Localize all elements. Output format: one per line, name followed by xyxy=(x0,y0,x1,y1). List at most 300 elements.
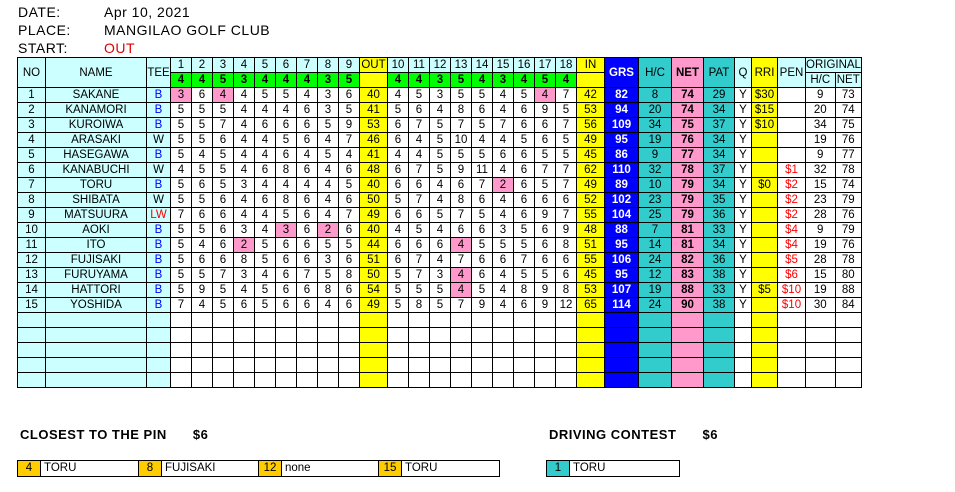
empty-cell xyxy=(752,313,778,328)
table-row xyxy=(18,253,862,268)
qualified-flag: Y xyxy=(735,178,752,193)
in-total: 55 xyxy=(577,208,605,223)
hole-score: 2 xyxy=(493,178,514,193)
hole-score: 4 xyxy=(451,238,472,253)
qualified-flag: Y xyxy=(735,223,752,238)
col-header-q: Q xyxy=(735,58,752,88)
hole-score: 9 xyxy=(535,103,556,118)
table-row xyxy=(18,298,862,313)
empty-cell xyxy=(535,313,556,328)
hole-score: 3 xyxy=(318,253,339,268)
table-row xyxy=(18,118,862,133)
empty-cell xyxy=(535,328,556,343)
empty-cell xyxy=(472,373,493,388)
col-header-orig-hc: H/C xyxy=(806,73,836,88)
hole-score: 8 xyxy=(556,238,577,253)
original-net: 88 xyxy=(835,283,861,298)
col-header-no: NO xyxy=(18,58,46,88)
empty-row xyxy=(18,313,862,328)
hole-score: 4 xyxy=(297,178,318,193)
hole-score: 6 xyxy=(297,118,318,133)
closest-winner: none xyxy=(285,462,311,474)
original-net: 73 xyxy=(835,88,861,103)
hole-score: 6 xyxy=(339,193,360,208)
hole-score: 6 xyxy=(451,223,472,238)
hole-score: 4 xyxy=(409,148,430,163)
hole-score: 7 xyxy=(535,163,556,178)
hole-score: 6 xyxy=(388,163,409,178)
empty-cell xyxy=(360,343,388,358)
hole-score: 7 xyxy=(451,208,472,223)
hole-score: 5 xyxy=(192,268,213,283)
gross-score: 95 xyxy=(605,268,639,283)
hole-score: 7 xyxy=(472,178,493,193)
original-net: 78 xyxy=(835,163,861,178)
net-score: 78 xyxy=(672,163,704,178)
par-value: 3 xyxy=(493,73,514,88)
hole-score: 6 xyxy=(409,178,430,193)
hole-score: 5 xyxy=(556,148,577,163)
qualified-flag: Y xyxy=(735,208,752,223)
rri-amount xyxy=(752,238,778,253)
out-total: 44 xyxy=(360,238,388,253)
hole-score: 7 xyxy=(409,268,430,283)
empty-cell xyxy=(735,373,752,388)
driving-winner: TORU xyxy=(573,462,606,474)
hole-score: 5 xyxy=(171,118,192,133)
empty-cell xyxy=(514,343,535,358)
empty-cell xyxy=(18,358,46,373)
hole-score: 5 xyxy=(213,163,234,178)
original-hc: 9 xyxy=(806,223,836,238)
empty-cell xyxy=(18,373,46,388)
empty-cell xyxy=(806,328,836,343)
hole-score: 4 xyxy=(234,283,255,298)
penalty-amount xyxy=(778,133,806,148)
in-total: 45 xyxy=(577,268,605,283)
empty-cell xyxy=(639,313,672,328)
gross-score: 104 xyxy=(605,208,639,223)
player-name: AOKI xyxy=(46,223,147,238)
empty-cell xyxy=(18,313,46,328)
empty-cell xyxy=(493,343,514,358)
original-net: 76 xyxy=(835,208,861,223)
hole-score: 6 xyxy=(535,223,556,238)
hole-score: 7 xyxy=(493,118,514,133)
gross-score: 107 xyxy=(605,283,639,298)
rri-amount xyxy=(752,133,778,148)
out-total: 40 xyxy=(360,178,388,193)
net-score: 76 xyxy=(672,133,704,148)
hole-score: 7 xyxy=(409,118,430,133)
qualified-flag: Y xyxy=(735,133,752,148)
empty-cell xyxy=(639,343,672,358)
col-header-hole: 18 xyxy=(556,58,577,73)
hole-score: 9 xyxy=(451,163,472,178)
hole-score: 5 xyxy=(276,88,297,103)
player-tee: B xyxy=(147,283,171,298)
hole-score: 5 xyxy=(451,148,472,163)
out-total: 51 xyxy=(360,253,388,268)
out-total: 50 xyxy=(360,268,388,283)
closest-label: CLOSEST TO THE PIN xyxy=(20,427,167,442)
out-total: 40 xyxy=(360,223,388,238)
col-header-hole: 17 xyxy=(535,58,556,73)
hole-score: 5 xyxy=(514,238,535,253)
rri-amount xyxy=(752,223,778,238)
hole-score: 7 xyxy=(339,208,360,223)
rri-amount xyxy=(752,253,778,268)
original-net: 74 xyxy=(835,178,861,193)
hole-score: 5 xyxy=(192,163,213,178)
hole-score: 5 xyxy=(514,133,535,148)
hole-score: 5 xyxy=(318,148,339,163)
handicap: 10 xyxy=(639,178,672,193)
original-net: 79 xyxy=(835,223,861,238)
empty-cell xyxy=(339,373,360,388)
empty-cell xyxy=(752,358,778,373)
out-total: 41 xyxy=(360,148,388,163)
player-no: 5 xyxy=(18,148,46,163)
empty-cell xyxy=(704,313,735,328)
hole-score: 4 xyxy=(388,148,409,163)
player-no: 14 xyxy=(18,283,46,298)
penalty-amount xyxy=(778,148,806,163)
empty-cell xyxy=(605,313,639,328)
date-label: DATE: xyxy=(18,4,61,20)
gross-score: 94 xyxy=(605,103,639,118)
penalty-amount: $2 xyxy=(778,178,806,193)
hole-score: 4 xyxy=(493,283,514,298)
empty-cell xyxy=(171,328,192,343)
hole-score: 4 xyxy=(192,238,213,253)
putts: 34 xyxy=(704,148,735,163)
col-header-hole: 13 xyxy=(451,58,472,73)
empty-cell xyxy=(147,373,171,388)
player-name: YOSHIDA xyxy=(46,298,147,313)
hole-score: 4 xyxy=(430,178,451,193)
gross-score: 102 xyxy=(605,193,639,208)
empty-cell xyxy=(46,313,147,328)
hole-score: 4 xyxy=(318,193,339,208)
table-row xyxy=(18,193,862,208)
hole-score: 5 xyxy=(514,88,535,103)
hole-score: 3 xyxy=(430,268,451,283)
player-name: FUJISAKI xyxy=(46,253,147,268)
hole-score: 9 xyxy=(192,283,213,298)
hole-score: 5 xyxy=(213,283,234,298)
hole-score: 5 xyxy=(171,148,192,163)
hole-score: 5 xyxy=(388,268,409,283)
empty-cell xyxy=(276,313,297,328)
empty-cell xyxy=(752,373,778,388)
empty-cell xyxy=(388,358,409,373)
hole-score: 5 xyxy=(192,118,213,133)
col-header-tee: TEE xyxy=(147,58,171,88)
col-header-hole: 10 xyxy=(388,58,409,73)
handicap: 7 xyxy=(639,223,672,238)
hole-score: 6 xyxy=(213,208,234,223)
hole-score: 7 xyxy=(556,163,577,178)
empty-cell xyxy=(297,343,318,358)
hole-score: 5 xyxy=(339,103,360,118)
in-total: 48 xyxy=(577,223,605,238)
empty-cell xyxy=(297,373,318,388)
hole-score: 6 xyxy=(297,238,318,253)
empty-cell xyxy=(213,343,234,358)
empty-cell xyxy=(297,358,318,373)
qualified-flag: Y xyxy=(735,298,752,313)
empty-cell xyxy=(835,343,861,358)
empty-cell xyxy=(806,343,836,358)
hole-score: 3 xyxy=(318,103,339,118)
hole-score: 7 xyxy=(297,268,318,283)
hole-score: 7 xyxy=(409,193,430,208)
rri-amount xyxy=(752,208,778,223)
empty-cell xyxy=(255,313,276,328)
hole-score: 5 xyxy=(171,268,192,283)
empty-cell xyxy=(451,343,472,358)
empty-cell xyxy=(147,328,171,343)
original-net: 77 xyxy=(835,148,861,163)
empty-cell xyxy=(493,373,514,388)
col-header-hole: 6 xyxy=(276,58,297,73)
hole-score: 6 xyxy=(297,208,318,223)
empty-cell xyxy=(472,328,493,343)
hole-score: 5 xyxy=(171,133,192,148)
qualified-flag: Y xyxy=(735,193,752,208)
hole-score: 8 xyxy=(276,163,297,178)
col-header-hole: 4 xyxy=(234,58,255,73)
hole-score: 4 xyxy=(388,88,409,103)
hole-score: 4 xyxy=(318,208,339,223)
hole-score: 5 xyxy=(255,238,276,253)
putts: 33 xyxy=(704,223,735,238)
scorecard-table xyxy=(17,57,862,388)
hole-score: 5 xyxy=(388,193,409,208)
gross-score: 110 xyxy=(605,163,639,178)
hole-score: 3 xyxy=(234,223,255,238)
player-name: KANAMORI xyxy=(46,103,147,118)
empty-cell xyxy=(430,358,451,373)
in-total: 56 xyxy=(577,118,605,133)
hole-score: 4 xyxy=(493,88,514,103)
original-hc: 15 xyxy=(806,178,836,193)
player-tee: B xyxy=(147,118,171,133)
hole-score: 4 xyxy=(318,178,339,193)
empty-cell xyxy=(360,373,388,388)
player-name: SAKANE xyxy=(46,88,147,103)
closest-hole: 8 xyxy=(138,461,162,476)
empty-cell xyxy=(806,358,836,373)
gross-score: 88 xyxy=(605,223,639,238)
empty-cell xyxy=(171,313,192,328)
empty-cell xyxy=(409,358,430,373)
in-total: 42 xyxy=(577,88,605,103)
net-score: 81 xyxy=(672,223,704,238)
empty-cell xyxy=(213,313,234,328)
empty-cell xyxy=(493,313,514,328)
col-header-out: OUT xyxy=(361,59,386,71)
hole-score: 4 xyxy=(234,163,255,178)
hole-score: 5 xyxy=(514,223,535,238)
original-hc: 20 xyxy=(806,103,836,118)
hole-score: 5 xyxy=(556,133,577,148)
hole-score: 6 xyxy=(388,238,409,253)
place-value: MANGILAO GOLF CLUB xyxy=(104,22,271,38)
driving-winners-box xyxy=(546,460,680,477)
empty-cell xyxy=(535,373,556,388)
putts: 37 xyxy=(704,163,735,178)
empty-cell xyxy=(605,373,639,388)
player-no: 10 xyxy=(18,223,46,238)
original-net: 80 xyxy=(835,268,861,283)
empty-cell xyxy=(835,313,861,328)
hole-score: 6 xyxy=(409,103,430,118)
rri-amount: $15 xyxy=(752,103,778,118)
start-value: OUT xyxy=(104,40,136,56)
penalty-amount: $4 xyxy=(778,223,806,238)
hole-score: 5 xyxy=(318,118,339,133)
hole-score: 8 xyxy=(339,268,360,283)
net-score: 79 xyxy=(672,193,704,208)
par-value: 5 xyxy=(339,73,360,88)
col-header-hole: 5 xyxy=(255,58,276,73)
empty-cell xyxy=(704,343,735,358)
hole-score: 6 xyxy=(514,193,535,208)
hole-score: 4 xyxy=(255,223,276,238)
hole-score: 6 xyxy=(388,178,409,193)
hole-score: 4 xyxy=(409,133,430,148)
hole-score: 5 xyxy=(388,103,409,118)
hole-score: 6 xyxy=(297,223,318,238)
empty-cell xyxy=(388,343,409,358)
out-total: 50 xyxy=(360,193,388,208)
penalty-amount xyxy=(778,88,806,103)
hole-score: 4 xyxy=(493,133,514,148)
hole-score: 3 xyxy=(276,223,297,238)
col-header-in: IN xyxy=(577,58,605,73)
hole-score: 5 xyxy=(213,148,234,163)
hole-score: 8 xyxy=(318,283,339,298)
empty-cell xyxy=(577,343,605,358)
player-name: SHIBATA xyxy=(46,193,147,208)
empty-cell xyxy=(297,328,318,343)
hole-score: 7 xyxy=(514,253,535,268)
hole-score: 6 xyxy=(339,223,360,238)
hole-score: 5 xyxy=(255,88,276,103)
hole-score: 4 xyxy=(234,118,255,133)
par-in-blank xyxy=(577,73,605,88)
empty-cell xyxy=(605,343,639,358)
hole-score: 3 xyxy=(430,88,451,103)
handicap: 24 xyxy=(639,253,672,268)
closest-hole: 12 xyxy=(258,461,282,476)
hole-score: 7 xyxy=(556,178,577,193)
hole-score: 4 xyxy=(451,283,472,298)
hole-score: 5 xyxy=(276,133,297,148)
hole-score: 6 xyxy=(255,163,276,178)
hole-score: 7 xyxy=(556,208,577,223)
empty-cell xyxy=(778,373,806,388)
empty-cell xyxy=(451,328,472,343)
handicap: 25 xyxy=(639,208,672,223)
hole-score: 5 xyxy=(409,223,430,238)
empty-cell xyxy=(493,358,514,373)
hole-score: 6 xyxy=(276,238,297,253)
in-total: 52 xyxy=(577,193,605,208)
empty-cell xyxy=(213,373,234,388)
col-header-rri: RRI xyxy=(752,58,778,88)
putts: 37 xyxy=(704,118,735,133)
putts: 29 xyxy=(704,88,735,103)
closest-winner: TORU xyxy=(44,462,77,474)
handicap: 23 xyxy=(639,193,672,208)
hole-score: 5 xyxy=(192,223,213,238)
gross-score: 109 xyxy=(605,118,639,133)
in-total: 53 xyxy=(577,103,605,118)
qualified-flag: Y xyxy=(735,88,752,103)
player-name: HASEGAWA xyxy=(46,148,147,163)
hole-score: 4 xyxy=(493,163,514,178)
hole-score: 4 xyxy=(276,178,297,193)
handicap: 19 xyxy=(639,283,672,298)
empty-cell xyxy=(514,313,535,328)
penalty-amount xyxy=(778,118,806,133)
empty-cell xyxy=(806,313,836,328)
col-header-hole: 14 xyxy=(472,58,493,73)
hole-score: 5 xyxy=(430,163,451,178)
table-row xyxy=(18,223,862,238)
player-tee: B xyxy=(147,268,171,283)
empty-cell xyxy=(577,358,605,373)
driving-label: DRIVING CONTEST xyxy=(549,427,677,442)
empty-cell xyxy=(192,358,213,373)
hole-score: 5 xyxy=(171,193,192,208)
hole-score: 4 xyxy=(339,148,360,163)
empty-cell xyxy=(835,373,861,388)
hole-score: 10 xyxy=(451,133,472,148)
hole-score: 4 xyxy=(493,268,514,283)
hole-score: 5 xyxy=(171,253,192,268)
hole-score: 5 xyxy=(339,178,360,193)
hole-score: 6 xyxy=(192,208,213,223)
hole-score: 5 xyxy=(472,148,493,163)
hole-score: 7 xyxy=(213,118,234,133)
hole-score: 8 xyxy=(234,253,255,268)
closest-winners-box xyxy=(17,460,500,477)
in-total: 51 xyxy=(577,238,605,253)
empty-cell xyxy=(752,328,778,343)
empty-cell xyxy=(297,313,318,328)
hole-score: 5 xyxy=(472,208,493,223)
hole-score: 6 xyxy=(297,103,318,118)
in-total: 49 xyxy=(577,178,605,193)
hole-score: 7 xyxy=(451,298,472,313)
empty-cell xyxy=(835,358,861,373)
empty-cell xyxy=(318,313,339,328)
empty-cell xyxy=(430,343,451,358)
empty-cell xyxy=(556,373,577,388)
empty-cell xyxy=(276,358,297,373)
hole-score: 7 xyxy=(556,118,577,133)
handicap: 34 xyxy=(639,118,672,133)
player-tee: LW xyxy=(147,208,171,223)
player-tee: W xyxy=(147,133,171,148)
hole-score: 8 xyxy=(514,283,535,298)
hole-score: 6 xyxy=(297,163,318,178)
empty-cell xyxy=(672,328,704,343)
